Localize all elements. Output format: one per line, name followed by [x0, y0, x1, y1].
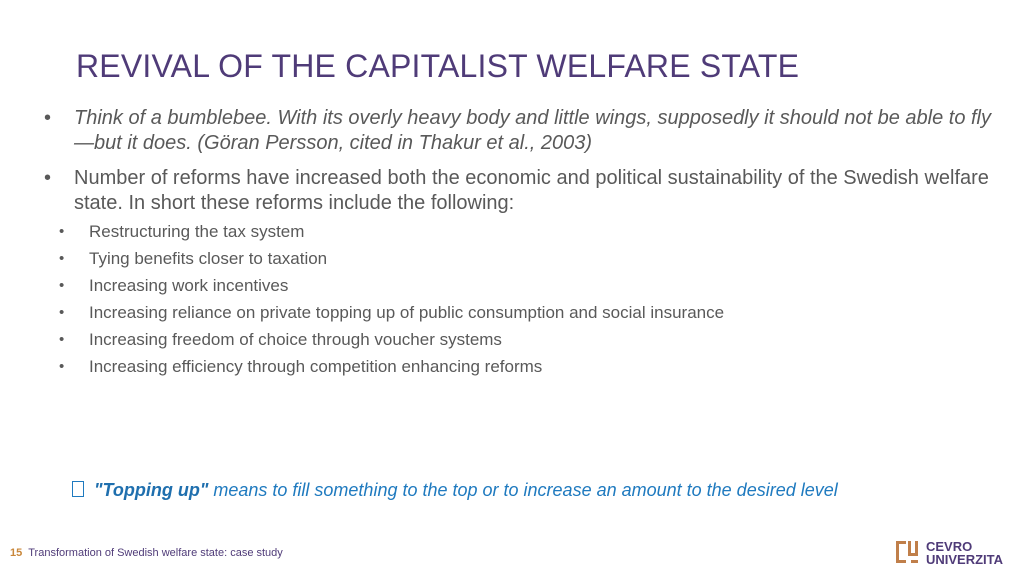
reform-item: [44, 272, 994, 299]
bullet-icon: •: [44, 107, 52, 129]
footer-caption: Transformation of Swedish welfare state: case study: [28, 547, 283, 559]
reforms-intro-text: Number of reforms have increased both the economic and political sustainability of the Swedish welfare state. In short these reforms include the following:: [74, 167, 989, 214]
reform-item-label: Increasing efficiency through competition enhancing reforms: [89, 357, 543, 376]
reform-item: [44, 245, 994, 272]
bullet-icon: •: [59, 331, 65, 348]
slide-title: REVIVAL OF THE CAPITALIST WELFARE STATE: [76, 48, 800, 84]
bullet-icon: •: [59, 358, 65, 375]
reform-item-label: Increasing freedom of choice through voucher systems: [89, 330, 502, 349]
university-logo: [896, 538, 1016, 570]
reforms-intro-bullet: [44, 166, 994, 216]
reform-item: [44, 218, 994, 245]
bullet-icon: •: [59, 250, 65, 267]
logo-mark-icon: [896, 541, 918, 563]
logo-line-2: UNIVERZITA: [926, 552, 1004, 567]
logo-wordmark: [926, 540, 1003, 566]
reform-item: [44, 326, 994, 353]
page-number: 15: [10, 547, 23, 559]
bullet-icon: •: [59, 223, 65, 240]
book-icon: [72, 481, 84, 497]
bullet-icon: •: [44, 167, 52, 189]
reform-item-label: Restructuring the tax system: [89, 222, 305, 241]
reform-item-label: Tying benefits closer to taxation: [89, 249, 328, 268]
reform-item: [44, 353, 994, 380]
definition-note: [72, 480, 838, 501]
bullet-icon: •: [59, 277, 65, 294]
definition-text: means to fill something to the top or to increase an amount to the desired level: [208, 480, 838, 500]
bullet-list: [44, 106, 994, 380]
logo-line-1: CEVRO: [926, 539, 973, 554]
slide-footer: [10, 547, 283, 559]
quote-bullet: [44, 106, 994, 156]
reform-item: [44, 299, 994, 326]
reform-item-label: Increasing work incentives: [89, 276, 289, 295]
definition-term: "Topping up": [94, 480, 209, 500]
bullet-icon: •: [59, 304, 65, 321]
reform-item-label: Increasing reliance on private topping up of public consumption and social insurance: [89, 303, 725, 322]
quote-text: Think of a bumblebee. With its overly heavy body and little wings, supposedly it should not be able to fly—but it does. (Göran Persson, cited in Thakur et al., 2003): [74, 107, 992, 154]
